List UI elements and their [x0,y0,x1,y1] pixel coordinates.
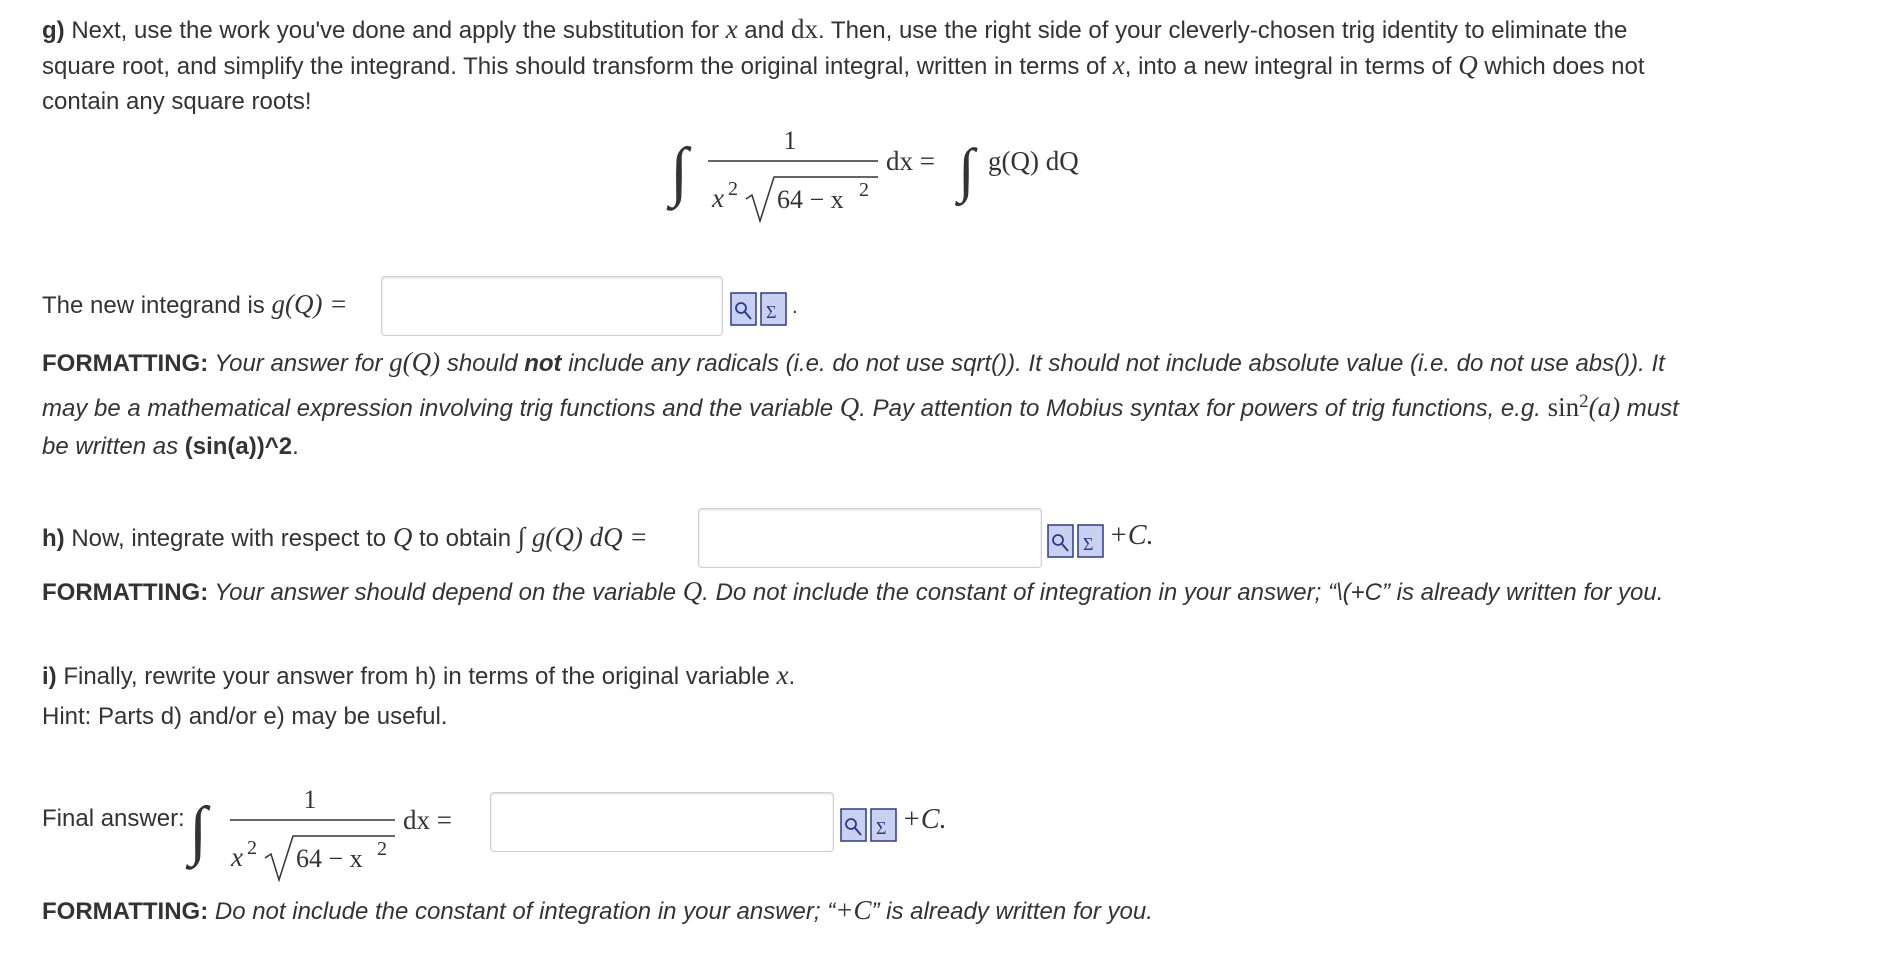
plus-c-label: +C. [1109,520,1154,551]
svg-text:Σ: Σ [766,302,777,322]
plus-c-label: +C. [902,804,947,835]
final-answer-input[interactable] [490,792,834,852]
part-i-formatting: FORMATTING: Do not include the constant of integration in your answer; “+C” is already written for you. [42,895,1153,925]
part-i-equation [185,770,475,885]
fraction-numerator: 1 [783,126,797,155]
integrand-prompt: The new integrand is g(Q) = [42,289,348,319]
integral-sign-rhs: ∫ [958,137,975,203]
part-i-label: i) [42,663,57,690]
equation-editor-icon[interactable] [1077,524,1104,558]
svg-text:2: 2 [859,179,869,201]
sentence-period: . [792,296,798,318]
preview-icon[interactable] [840,808,867,842]
part-g-formatting: FORMATTING: Your answer for g(Q) should not include any radicals (i.e. do not use sqrt()). It should not include absolute value (i.e. do not use abs()). It may be a mathematical expression involving trig functions and the variable Q. Pay attention to Mobius syntax for powers of trig functions, e.g. $\sin^2(a)$ must be written as (sin(a))^2. [42,347,1679,460]
part-g-label: g) [42,17,65,44]
equation-editor-icon[interactable] [760,292,787,326]
part-g-intro: g) Next, use the work you've done and apply the substitution for x and dx. Then, use the right side of your cleverly-chosen trig identity to eliminate the square root, and simplify the integrand. This should transform the original integral, written in terms of x, into a new integral in terms of Q which does not contain any square roots! [42,14,1645,115]
svg-text:Σ: Σ [876,818,887,838]
part-h-formatting: FORMATTING: Your answer should depend on the variable Q. Do not include the constant of integration in your answer; “\(+C” is already written for you. [42,576,1664,606]
svg-text:2: 2 [377,838,387,860]
integrand-answer-input[interactable] [381,276,723,336]
svg-text:dx =: dx = [403,805,452,835]
svg-text:dx =: dx = [886,146,935,176]
preview-icon[interactable] [1047,524,1074,558]
svg-text:2: 2 [728,178,738,200]
part-i-prompt: i) Finally, rewrite your answer from h) in terms of the original variable x. [42,660,796,690]
svg-text:x: x [712,183,724,213]
svg-text:Σ: Σ [1083,534,1094,554]
part-h-label: h) [42,525,65,552]
svg-text:64 − x: 64 − x [777,185,844,214]
integral-sign: ∫ [670,135,689,208]
final-answer-label: Final answer: [42,805,185,832]
preview-icon[interactable] [730,292,757,326]
part-i-hint: Hint: Parts d) and/or e) may be useful. [42,703,448,730]
part-g-equation [660,115,1120,230]
svg-text:1: 1 [303,785,317,814]
equation-editor-icon[interactable] [870,808,897,842]
svg-text:64 − x: 64 − x [296,844,363,873]
svg-text:2: 2 [247,837,257,859]
integral-sign: ∫ [189,794,208,867]
part-h-prompt: h) Now, integrate with respect to Q to obtain ∫ g(Q) dQ = [42,522,648,552]
svg-text:g(Q) dQ: g(Q) dQ [988,146,1079,176]
antiderivative-answer-input[interactable] [698,508,1042,568]
svg-text:x: x [231,842,243,872]
